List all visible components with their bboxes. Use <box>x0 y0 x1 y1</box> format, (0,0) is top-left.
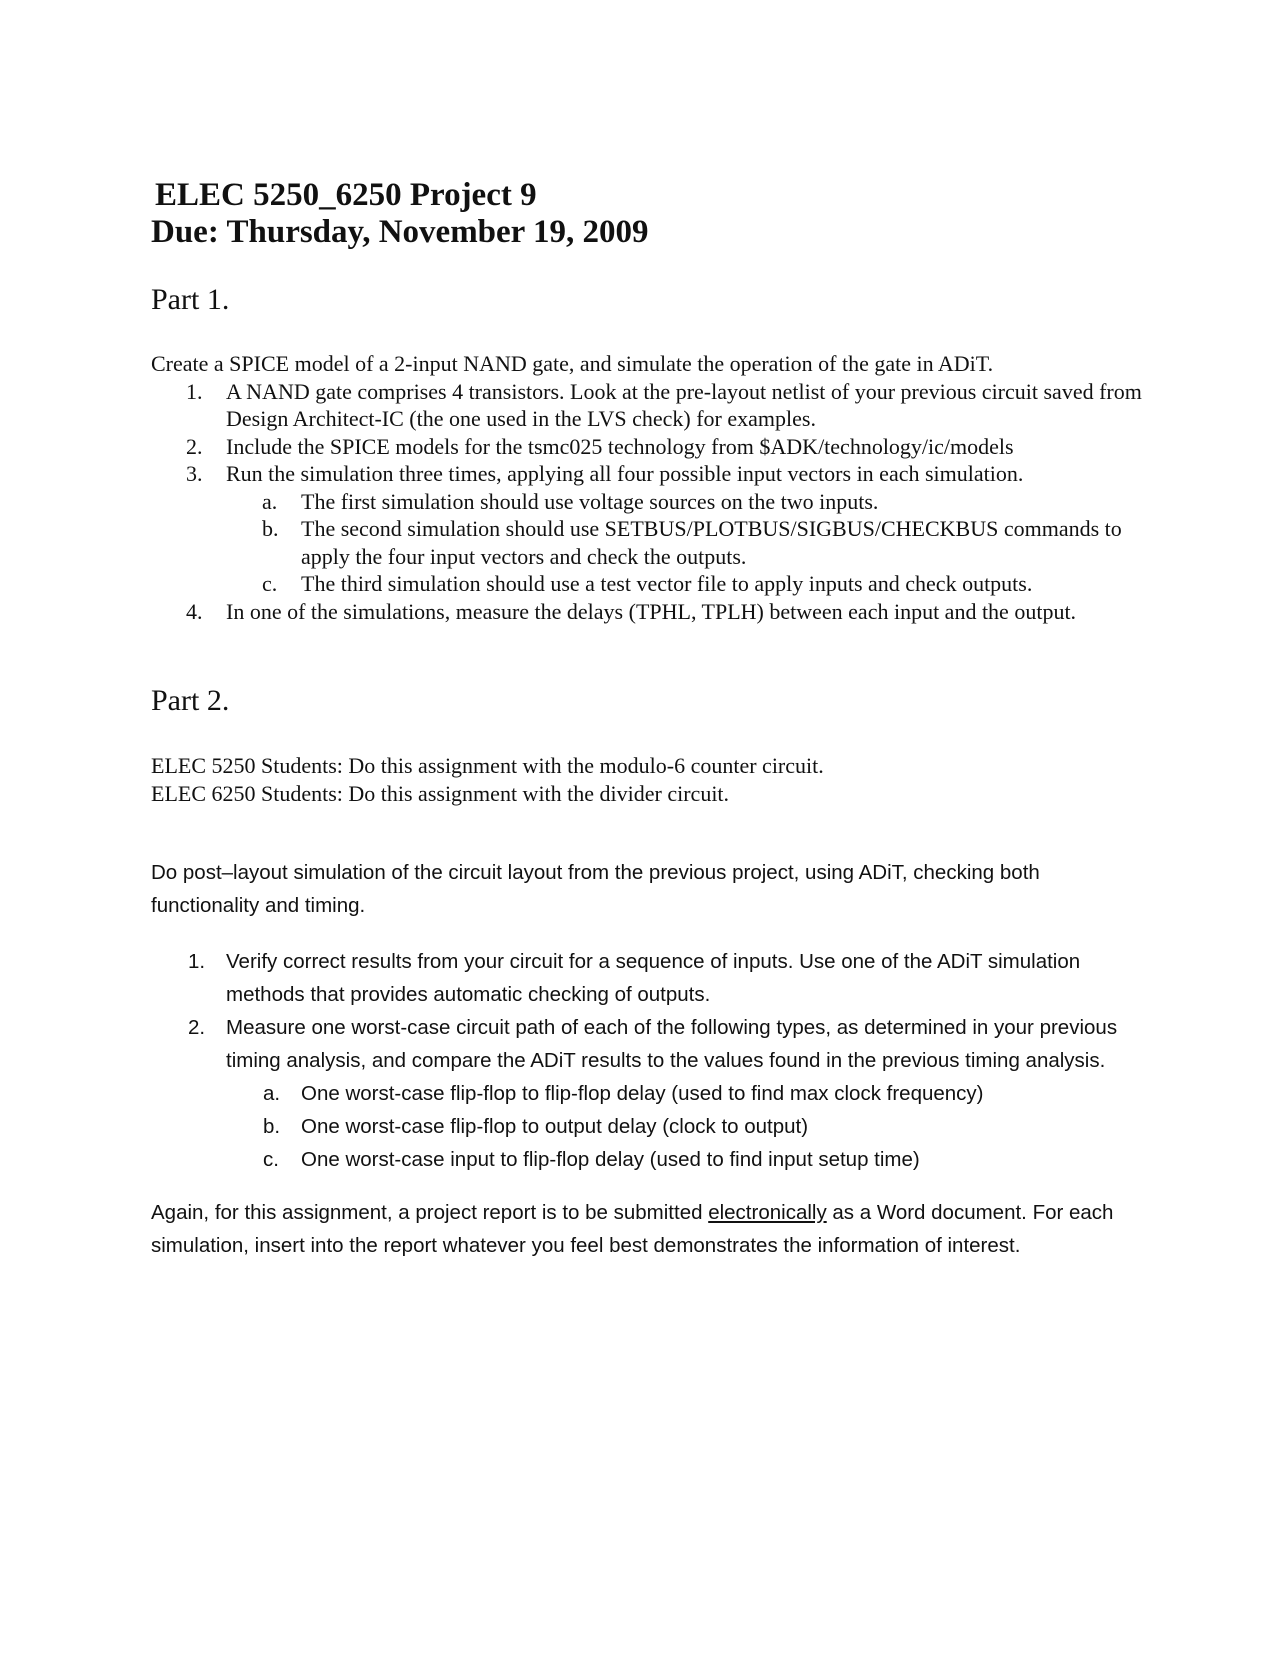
part1-sublist <box>151 488 1151 598</box>
sub-list-item: c. One worst-case input to flip-flop delay (used to find input setup time) <box>263 1148 920 1171</box>
list-item: 3. Run the simulation three times, applying all four possible input vectors in each simulation. a. The first simulation should use voltage sources on the two inputs. b. The second simulation should use SETBUS/PLOTBUS/SIGBUS/CHECKBUS commands to apply the four input vectors and check the outputs. c. The third simulation should use a test vector file to apply inputs and check outputs. <box>151 460 1151 598</box>
part2-body <box>151 856 1151 1262</box>
list-item: 1. Verify correct results from your circuit for a sequence of inputs. Use one of the ADiT simulation methods that provides automatic checking of outputs. <box>188 950 1081 1006</box>
sub-list-item: b. One worst-case flip-flop to output delay (clock to output) <box>263 1115 809 1138</box>
title-line-2: Due: Thursday, November 19, 2009 <box>151 214 649 250</box>
list-item: 1. A NAND gate comprises 4 transistors. Look at the pre-layout netlist of your previous circuit saved from Design Architect-IC (the one used in the LVS check) for examples. <box>186 378 1142 431</box>
list-item: 4. In one of the simulations, measure the delays (TPHL, TPLH) between each input and the output. <box>186 598 1077 624</box>
title-line-1: ELEC 5250_6250 Project 9 <box>155 177 537 213</box>
part1-body <box>151 350 1151 625</box>
part1-intro: Create a SPICE model of a 2-input NAND gate, and simulate the operation of the gate in ADiT. <box>151 351 994 376</box>
list-item: 2. Measure one worst-case circuit path of each of the following types, as determined in your previous timing analysis, and compare the ADiT results to the values found in the previous timing analysis. a. One worst-case flip-flop to flip-flop delay (used to find max clock frequency) b. One worst-case flip-flop to output delay (clock to output) c. One worst-case input to flip-flop delay (used to find input setup time) <box>151 1011 1151 1176</box>
electronically-underlined: electronically <box>708 1201 827 1224</box>
sub-list-item: b. The second simulation should use SETBUS/PLOTBUS/SIGBUS/CHECKBUS commands to apply the four input vectors and check the outputs. <box>262 516 1122 569</box>
sub-list-item: a. One worst-case flip-flop to flip-flop delay (used to find max clock frequency) <box>263 1082 984 1105</box>
list-item: 2. Include the SPICE models for the tsmc025 technology from $ADK/technology/ic/models <box>186 433 1014 459</box>
part2-list <box>151 945 1151 1176</box>
elec5250-line: ELEC 5250 Students: Do this assignment with the modulo-6 counter circuit. <box>151 753 824 778</box>
sub-list-item: c. The third simulation should use a test vector file to apply inputs and check outputs. <box>262 571 1033 596</box>
part2-sublist <box>151 1077 1151 1176</box>
part2-students <box>151 752 1151 807</box>
part2-intro: Do post–layout simulation of the circuit layout from the previous project, using ADiT, checking both functionality and timing. <box>151 861 1040 917</box>
sub-list-item: a. The first simulation should use voltage sources on the two inputs. <box>262 488 879 514</box>
part1-heading: Part 1. <box>151 283 230 316</box>
part2-heading: Part 2. <box>151 684 230 717</box>
closing-paragraph: Again, for this assignment, a project report is to be submitted electronically as a Word document. For each simulation, insert into the report whatever you feel best demonstrates the information of interest. <box>151 1201 1114 1257</box>
elec6250-line: ELEC 6250 Students: Do this assignment with the divider circuit. <box>151 780 730 806</box>
part1-list <box>151 378 1151 626</box>
